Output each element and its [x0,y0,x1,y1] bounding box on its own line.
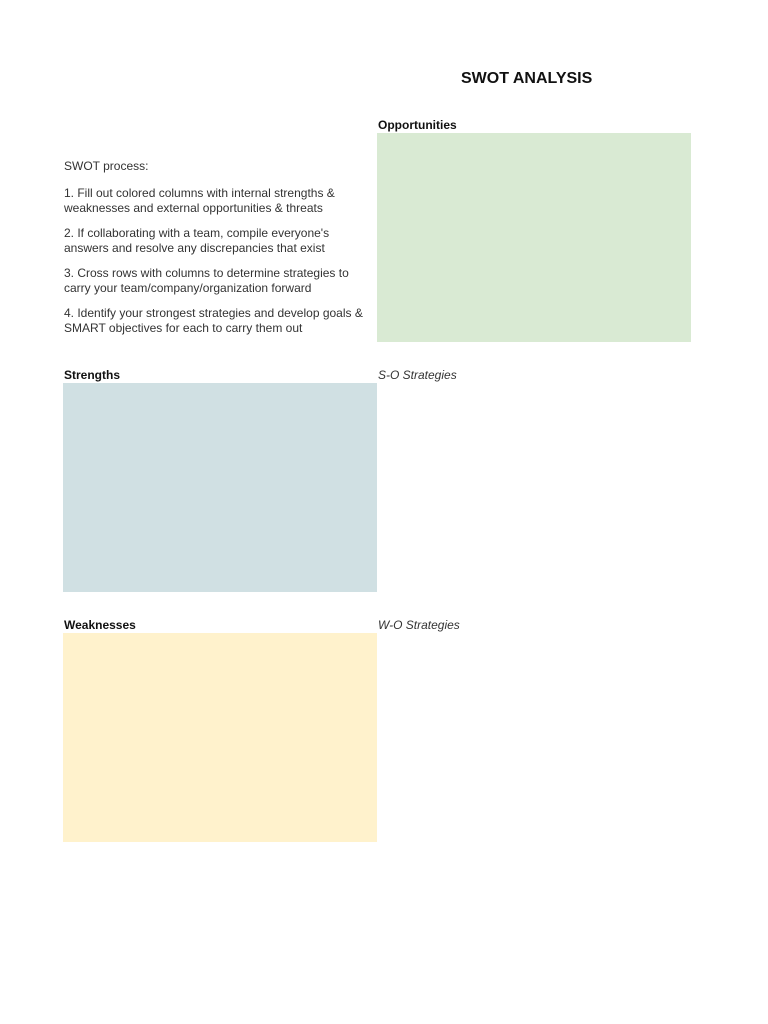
opportunities-box[interactable] [377,133,691,342]
wo-strategies-area[interactable] [377,633,691,842]
instruction-step-3: 3. Cross rows with columns to determine strategies to carry your team/company/organization forward [64,266,349,295]
instruction-step-1: 1. Fill out colored columns with internal strengths & weaknesses and external opportunities & threats [64,186,335,215]
instruction-step-4: 4. Identify your strongest strategies and develop goals & SMART objectives for each to carry them out [64,306,363,335]
strengths-box[interactable] [63,383,377,592]
weaknesses-box[interactable] [63,633,377,842]
instruction-step-2: 2. If collaborating with a team, compile everyone's answers and resolve any discrepancies that exist [64,226,330,255]
wo-strategies-label: W-O Strategies [378,618,460,632]
strengths-label: Strengths [64,368,121,382]
opportunities-label: Opportunities [378,118,457,132]
instructions-heading: SWOT process: [64,159,149,173]
so-strategies-label: S-O Strategies [378,368,457,382]
instructions-block [64,159,374,346]
page-title: SWOT ANALYSIS [461,70,593,87]
weaknesses-label: Weaknesses [64,618,136,632]
so-strategies-area[interactable] [377,383,691,592]
